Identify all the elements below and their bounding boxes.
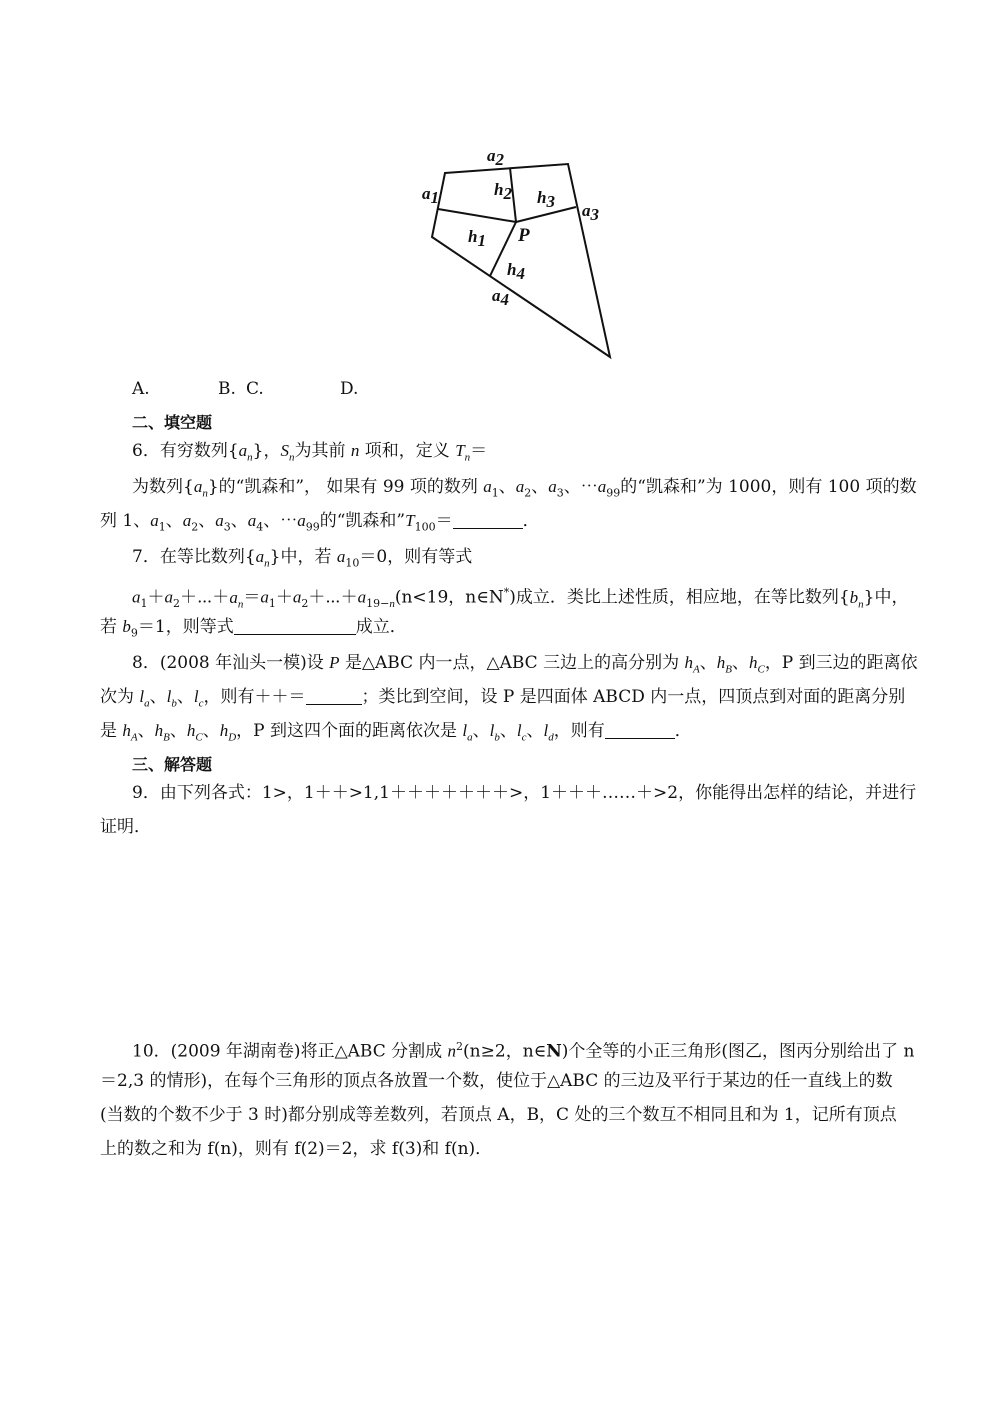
section-heading-solutions: 三、解答题	[132, 755, 213, 774]
q8-line2: 次为 $l_a$、$l_b$、$l_c$，则有＋＋＝ ；类比到空间，设 P 是四面体 ABCD 内一点，四顶点到对面的距离分别	[100, 687, 906, 710]
q7-line1: 7．在等比数列$\{a_n\}$中，若 $a_{10}=0$，则有等式	[132, 547, 473, 570]
q6-line3: 列 1、$a_1$、$a_2$、$a_3$、$a_4$、$\cdots a_{99}$的“凯森和$”T_{100}=$ ．	[100, 511, 540, 534]
q7-line3: 若 $b_9=1$，则等式 成立．	[100, 617, 407, 640]
q10-line3: (当数的个数不少于 3 时)都分别成等差数列，若顶点 A，B，C 处的三个数互不相同且和为 1，记所有顶点	[100, 1105, 897, 1125]
q10-line1: 10．(2009 年湖南卷)将正△ABC 分割成 $n^2(n\ge 2$，n∈N)个全等的小正三角形(图乙，图丙分别给出了 n	[132, 1040, 915, 1062]
quadrilateral-figure	[410, 145, 630, 370]
label-a2: a2	[487, 146, 504, 169]
label-a3: a3	[582, 201, 599, 224]
q8-answer-blank-2[interactable]	[605, 722, 675, 739]
label-h2: h2	[494, 180, 512, 203]
q8-answer-blank-1[interactable]	[306, 688, 362, 705]
q9-line2: 证明．	[100, 817, 151, 837]
label-h1: h1	[468, 227, 486, 250]
section-heading-fill-blank: 二、填空题	[132, 413, 213, 432]
q8-line1: 8．(2008 年汕头一模)设 P 是△ABC 内一点，△ABC 三边上的高分别为 $h_A$、$h_B$、$h_C$，P 到三边的距离依	[132, 653, 918, 676]
choice-b: B.	[218, 379, 236, 399]
label-h4: h4	[507, 260, 525, 283]
choice-d: D.	[340, 379, 359, 399]
q6-answer-blank[interactable]	[453, 512, 523, 529]
q6-line1: 6．有穷数列$\{a_n\}$，$S_n$为其前 n 项和，定义 $T_n=$	[132, 441, 488, 464]
quadrilateral-outline	[432, 164, 610, 357]
choice-c: C.	[246, 379, 264, 399]
q7-line2: $a_1+a_2+\cdots+a_n=a_1+a_2+\cdots+a_{19-n}(n<19$，n∈N*)成立．类比上述性质，相应地，在等比数列$\{b_n\}$中，	[132, 586, 909, 611]
q9-line1: 9．由下列各式：1>，1＋＋>1,1＋＋＋＋＋＋＋>，1＋＋＋……＋>2，你能得出怎样的结论，并进行	[132, 783, 917, 803]
label-P: P	[518, 225, 530, 246]
label-a4: a4	[492, 286, 509, 309]
q10-line4: 上的数之和为 f(n)，则有 f(2)＝2，求 f(3)和 f(n)．	[100, 1139, 493, 1159]
q7-answer-blank[interactable]	[234, 618, 356, 635]
q10-line2: ＝2,3 的情形)，在每个三角形的顶点各放置一个数，使位于△ABC 的三边及平行于某边的任一直线上的数	[100, 1071, 893, 1091]
q6-line2: 为数列$\{a_n\}$的“凯森和”， 如果有 99 项的数列 $a_1$、$a_2$、$a_3$、$\cdots a_{99}$的“凯森和”为 1000，则有 100 项的数	[132, 477, 917, 500]
label-a1: a1	[422, 184, 439, 207]
perpendicular-h1	[438, 209, 516, 222]
label-h3: h3	[537, 188, 555, 211]
q8-line3: 是 $h_A$、$h_B$、$h_C$、$h_D$，P 到这四个面的距离依次是 $l_a$、$l_b$、$l_c$、$l_d$，则有 ．	[100, 721, 692, 744]
choice-a: A.	[132, 379, 150, 399]
